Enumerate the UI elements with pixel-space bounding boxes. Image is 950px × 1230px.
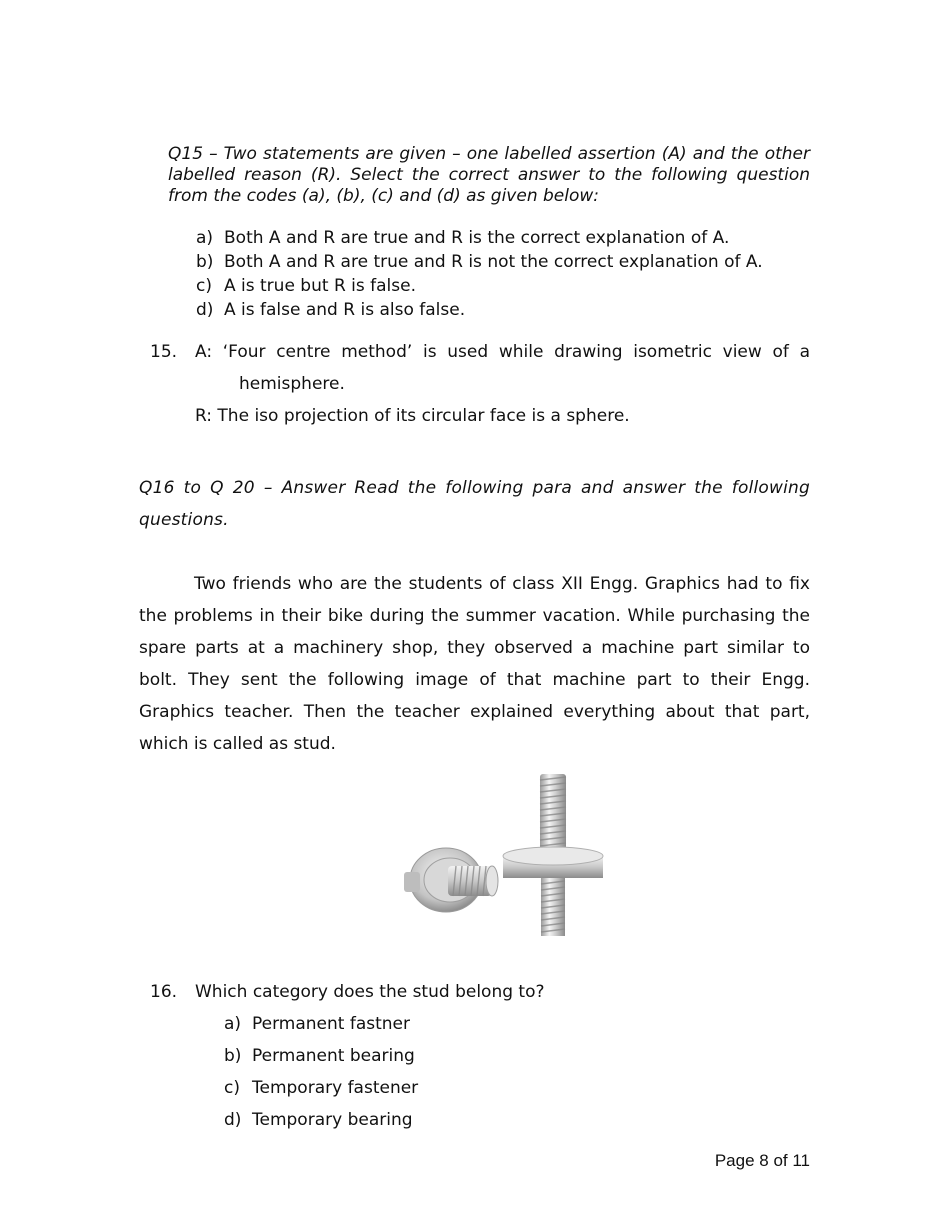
list-item xyxy=(224,1008,810,1040)
q15-instruction: Q15 – Two statements are given – one labelled assertion (A) and the other labelled reason (R). Select the correct answer to the following question from the codes (a), (b), (c) and (d) as given below: xyxy=(168,144,810,206)
option-label: b) xyxy=(196,252,214,272)
question-text: Which category does the stud belong to? xyxy=(195,982,545,1002)
q16-20-instruction: Q16 to Q 20 – Answer Read the following para and answer the following questions. xyxy=(139,478,810,530)
list-item xyxy=(196,250,816,274)
option-label: d) xyxy=(224,1110,242,1130)
list-item xyxy=(224,1104,810,1136)
option-text: Both A and R are true and R is not the correct explanation of A. xyxy=(224,252,763,272)
option-text: Temporary bearing xyxy=(252,1110,413,1130)
stud-illustration xyxy=(398,768,608,940)
passage-paragraph: Two friends who are the students of class XII Engg. Graphics had to fix the problems in their bike during the summer vacation. While purchasing the spare parts at a machinery shop, they observed a machine part similar to bolt. They sent the following image of that machine part to their Engg. Graphics teacher. Then the teacher explained everything about that part, which is called as stud. xyxy=(139,574,810,754)
option-label: a) xyxy=(196,228,214,248)
q15-code-options xyxy=(196,226,816,322)
option-label: a) xyxy=(224,1014,242,1034)
question-number: 15. xyxy=(150,342,178,362)
page-number: Page 8 of 11 xyxy=(714,1151,810,1170)
option-text: Permanent bearing xyxy=(252,1046,415,1066)
option-text: Both A and R are true and R is the correct explanation of A. xyxy=(224,228,730,248)
list-item xyxy=(196,274,816,298)
reason-text: R: The iso projection of its circular face is a sphere. xyxy=(195,406,630,426)
question-16 xyxy=(150,976,810,1136)
assertion-text: A: ‘Four centre method’ is used while drawing isometric view of a xyxy=(195,342,810,362)
question-15 xyxy=(150,336,810,432)
question-number: 16. xyxy=(150,982,178,1002)
option-text: A is false and R is also false. xyxy=(224,300,466,320)
stud-image xyxy=(398,768,608,940)
list-item xyxy=(224,1040,810,1072)
list-item xyxy=(196,226,816,250)
list-item xyxy=(196,298,816,322)
list-item xyxy=(224,1072,810,1104)
option-label: c) xyxy=(196,276,212,296)
option-text: A is true but R is false. xyxy=(224,276,416,296)
option-text: Temporary fastener xyxy=(252,1078,419,1098)
option-label: b) xyxy=(224,1046,242,1066)
option-text: Permanent fastner xyxy=(252,1014,410,1034)
option-label: c) xyxy=(224,1078,240,1098)
q16-options xyxy=(150,1008,810,1136)
assertion-continuation: hemisphere. xyxy=(239,374,345,394)
upright-stud xyxy=(503,774,603,936)
option-label: d) xyxy=(196,300,214,320)
tilted-stud xyxy=(404,848,498,912)
